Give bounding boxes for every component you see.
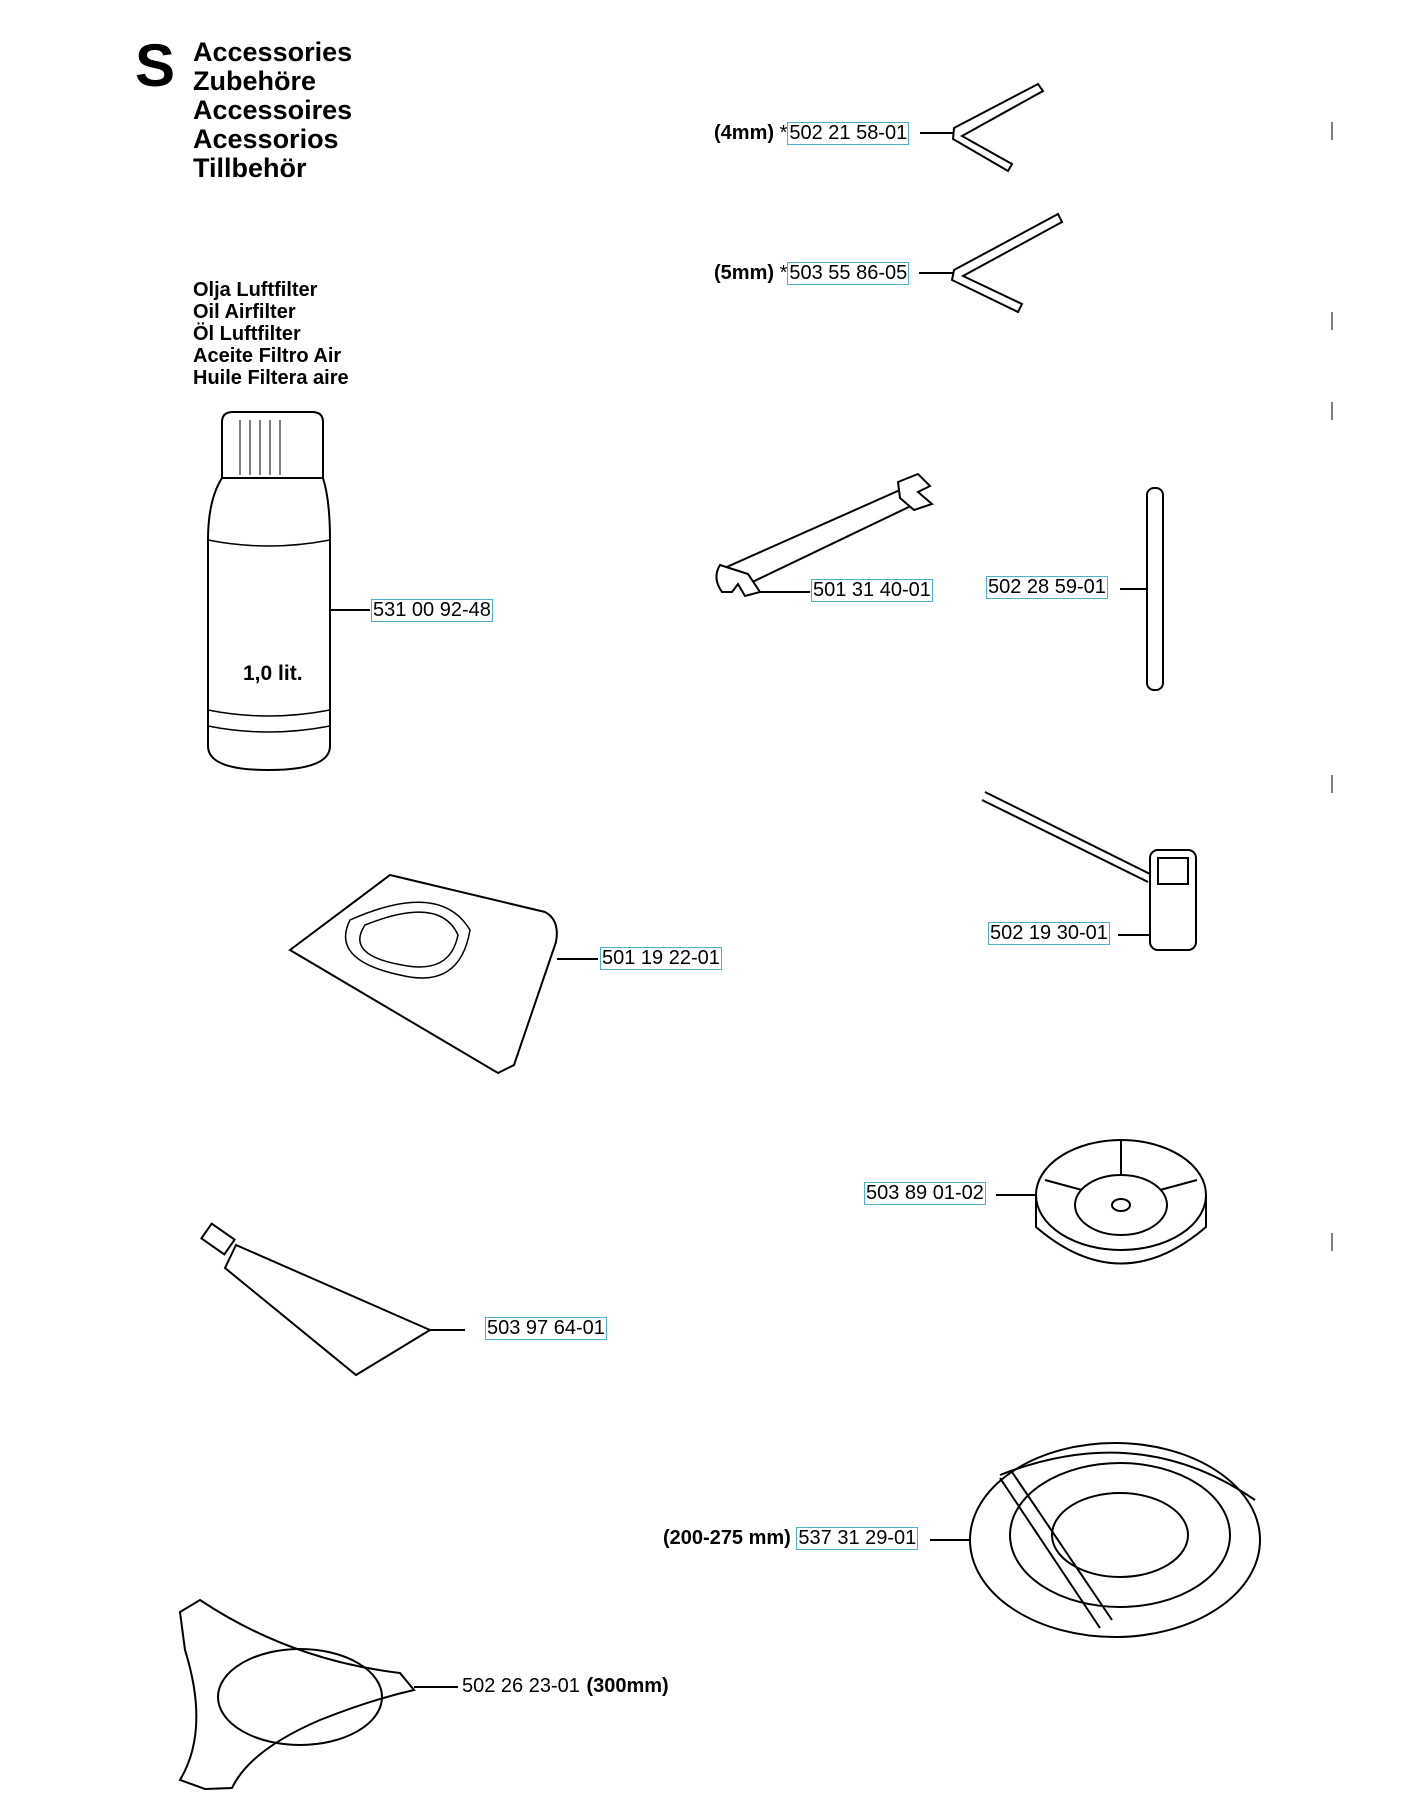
hex-key-4mm-size: (4mm) (714, 122, 775, 144)
oil-title-de: Öl Luftfilter (193, 323, 301, 345)
oil-title-en: Oil Airfilter (193, 301, 296, 323)
part-number-531-00-92-48[interactable]: 531 00 92-48 (373, 599, 491, 621)
bump-knob-label (864, 1181, 986, 1205)
hex-key-5mm-label (714, 261, 909, 285)
blade-guard-label (461, 1674, 669, 1698)
oil-bottle-label (371, 598, 493, 622)
title-sv: Tillbehör (193, 153, 307, 183)
title-fr: Accessoires (193, 95, 353, 125)
trimmer-guard-label (663, 1526, 918, 1550)
hex-key-4mm-label (714, 121, 909, 145)
part-number-502-21-58-01[interactable]: 502 21 58-01 (789, 122, 908, 144)
bump-knob-drawing (996, 1140, 1206, 1264)
trimmer-guard-size: (200-275 mm) (663, 1527, 791, 1549)
hex-key-5mm-star: * (779, 262, 788, 284)
section-letter: S (135, 32, 176, 99)
oil-title-fr: Huile Filtera aire (193, 367, 349, 389)
part-number-503-97-64-01[interactable]: 503 97 64-01 (487, 1317, 605, 1339)
oil-volume-label: 1,0 lit. (243, 662, 303, 685)
part-number-503-55-86-05[interactable]: 503 55 86-05 (789, 262, 908, 284)
oil-title-es: Aceite Filtro Air (193, 345, 342, 367)
hex-key-5mm-drawing (919, 214, 1062, 312)
trimmer-guard-drawing (930, 1443, 1260, 1637)
hex-key-4mm-star: * (779, 122, 788, 144)
oil-titles (193, 279, 349, 389)
part-number-503-89-01-02[interactable]: 503 89 01-02 (866, 1182, 984, 1204)
blade-guard-drawing (180, 1600, 458, 1789)
section-titles (193, 38, 352, 183)
filter-bag-label (600, 946, 722, 970)
hex-key-5mm-size: (5mm) (714, 262, 775, 284)
filter-bag-drawing (290, 875, 598, 1073)
oil-bottle-drawing (208, 412, 370, 770)
pin-drawing (1120, 488, 1163, 690)
part-number-501-19-22-01[interactable]: 501 19 22-01 (602, 947, 720, 969)
combination-spanner-label (988, 921, 1110, 945)
grease-tube-drawing (201, 1224, 465, 1375)
part-number-501-31-40-01[interactable]: 501 31 40-01 (813, 579, 931, 601)
hex-key-4mm-drawing (920, 84, 1043, 171)
part-number-502-28-59-01[interactable]: 502 28 59-01 (988, 576, 1106, 598)
part-number-502-26-23-01[interactable]: 502 26 23-01 (462, 1675, 580, 1697)
title-de: Zubehöre (193, 66, 317, 96)
grease-tube-label (485, 1316, 607, 1340)
part-number-537-31-29-01[interactable]: 537 31 29-01 (798, 1527, 917, 1549)
pin-label (986, 575, 1108, 599)
title-en: Accessories (193, 37, 353, 67)
blade-guard-size: (300mm) (586, 1675, 669, 1697)
title-es: Acessorios (193, 124, 339, 154)
part-number-502-19-30-01[interactable]: 502 19 30-01 (990, 922, 1108, 944)
oil-title-sv: Olja Luftfilter (193, 279, 318, 301)
open-wrench-label (811, 578, 933, 602)
